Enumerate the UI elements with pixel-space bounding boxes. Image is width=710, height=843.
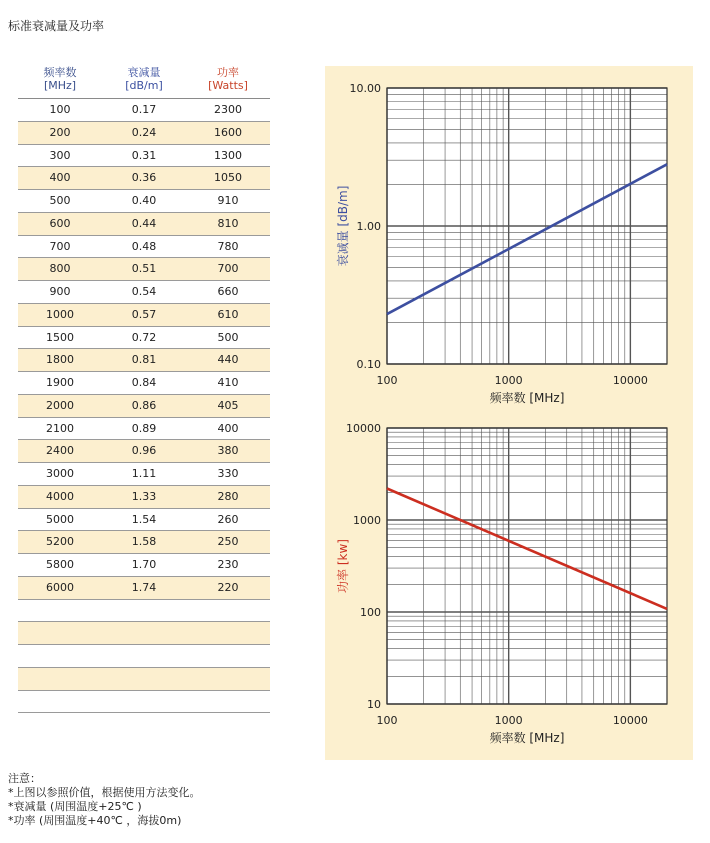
frequency-cell: 1000 xyxy=(46,307,74,321)
frequency-cell: 3000 xyxy=(46,467,74,480)
x-tick-label: 1000 xyxy=(494,374,523,387)
y-tick-label: 10.00 xyxy=(349,82,381,95)
table-row xyxy=(18,304,270,327)
table-row xyxy=(18,463,270,486)
power-cell: 610 xyxy=(217,307,239,321)
frequency-cell: 600 xyxy=(49,216,71,230)
x-axis-label: 频率数 [MHz] xyxy=(489,391,565,405)
table-row xyxy=(18,349,270,372)
y-tick-label: 10 xyxy=(367,698,381,711)
frequency-cell: 400 xyxy=(49,171,71,185)
power-cell: 250 xyxy=(217,535,239,549)
table-body xyxy=(18,99,270,713)
table-row xyxy=(18,554,270,577)
power-cell xyxy=(186,622,270,644)
spec-table xyxy=(18,66,270,713)
notes-line: *上图以参照价值，根据使用方法变化。 xyxy=(8,786,201,799)
attenuation-cell xyxy=(102,645,186,667)
table-header xyxy=(18,66,270,99)
attenuation-cell: 1.54 xyxy=(131,512,157,526)
table-row xyxy=(18,190,270,213)
attenuation-cell: 0.31 xyxy=(131,148,157,162)
frequency-cell xyxy=(18,691,102,713)
attenuation-cell: 1.33 xyxy=(131,489,157,503)
frequency-cell: 2100 xyxy=(46,421,74,435)
power-cell: 2300 xyxy=(214,103,242,116)
power-cell: 280 xyxy=(217,489,239,503)
power-cell xyxy=(186,691,270,713)
notes-line: *衰减量 (周围温度+25℃ ) xyxy=(8,800,142,813)
y-tick-label: 0.10 xyxy=(356,358,381,371)
table-row xyxy=(18,440,270,463)
power-cell: 440 xyxy=(217,353,239,367)
y-axis-label: 衰减量 [dB/m] xyxy=(336,185,350,267)
frequency-cell xyxy=(18,622,102,644)
header-attenuation-unit: [dB/m] xyxy=(125,79,163,92)
notes xyxy=(8,772,201,828)
attenuation-cell: 0.72 xyxy=(131,330,157,344)
table-row xyxy=(18,327,270,350)
notes-line: 注意： xyxy=(8,772,41,785)
header-frequency-unit: [MHz] xyxy=(43,79,77,92)
frequency-cell: 500 xyxy=(49,194,71,207)
power-cell xyxy=(186,600,270,622)
power-cell: 260 xyxy=(217,512,239,526)
y-tick-label: 100 xyxy=(360,606,381,619)
header-power-name: 功率 xyxy=(217,66,239,79)
frequency-cell xyxy=(18,645,102,667)
table-row xyxy=(18,418,270,441)
frequency-cell: 1900 xyxy=(46,376,74,389)
attenuation-cell: 0.44 xyxy=(131,216,157,230)
chart-panel xyxy=(325,66,693,760)
frequency-cell: 4000 xyxy=(46,489,74,503)
x-tick-label: 10000 xyxy=(612,374,648,387)
power-cell: 660 xyxy=(217,285,239,298)
power-cell: 500 xyxy=(217,330,239,344)
attenuation-cell: 0.86 xyxy=(131,398,157,412)
frequency-cell: 2000 xyxy=(46,398,74,412)
table-row xyxy=(18,122,270,145)
x-axis-label: 频率数 [MHz] xyxy=(489,731,565,745)
attenuation-cell xyxy=(102,668,186,690)
header-attenuation xyxy=(102,66,186,98)
power-cell: 910 xyxy=(217,194,239,207)
table-row xyxy=(18,509,270,532)
frequency-cell: 5200 xyxy=(46,535,74,549)
power-cell: 405 xyxy=(217,398,239,412)
frequency-cell: 900 xyxy=(49,285,71,298)
attenuation-cell xyxy=(102,622,186,644)
attenuation-cell: 0.81 xyxy=(131,353,157,367)
power-cell: 700 xyxy=(217,262,239,276)
table-row xyxy=(18,99,270,122)
attenuation-cell xyxy=(102,691,186,713)
frequency-cell: 700 xyxy=(49,239,71,253)
frequency-cell: 1500 xyxy=(46,330,74,344)
power-cell xyxy=(186,668,270,690)
header-power-unit: [Watts] xyxy=(208,79,248,92)
y-tick-label: 10000 xyxy=(346,422,381,435)
frequency-cell: 100 xyxy=(49,103,71,116)
table-row xyxy=(18,622,270,645)
attenuation-cell: 1.58 xyxy=(131,535,157,549)
attenuation-cell: 0.57 xyxy=(131,307,157,321)
attenuation-cell: 0.36 xyxy=(131,171,157,185)
power-cell: 410 xyxy=(217,376,239,389)
attenuation-cell: 0.54 xyxy=(131,285,157,298)
attenuation-cell: 1.70 xyxy=(131,558,157,571)
table-row xyxy=(18,145,270,168)
table-row xyxy=(18,236,270,259)
attenuation-cell: 0.24 xyxy=(131,125,157,139)
power-cell: 380 xyxy=(217,444,239,458)
x-tick-label: 100 xyxy=(376,714,398,727)
attenuation-cell: 0.51 xyxy=(131,262,157,276)
frequency-cell: 2400 xyxy=(46,444,74,458)
table-row xyxy=(18,213,270,236)
frequency-cell: 300 xyxy=(49,148,71,162)
page-title: 标准衰减量及功率 xyxy=(8,19,105,33)
power-cell: 330 xyxy=(217,467,239,480)
frequency-cell: 1800 xyxy=(46,353,74,367)
table-row xyxy=(18,645,270,668)
table-row xyxy=(18,486,270,509)
table-row xyxy=(18,258,270,281)
frequency-cell: 800 xyxy=(49,262,71,276)
header-frequency xyxy=(18,66,102,98)
attenuation-cell: 0.96 xyxy=(131,444,157,458)
table-row xyxy=(18,167,270,190)
frequency-cell: 5000 xyxy=(46,512,74,526)
y-tick-label: 1000 xyxy=(353,514,381,527)
table-row xyxy=(18,531,270,554)
x-tick-label: 1000 xyxy=(494,714,523,727)
table-row xyxy=(18,395,270,418)
attenuation-cell: 0.17 xyxy=(131,103,157,116)
power-cell: 1300 xyxy=(214,148,242,162)
power-cell: 400 xyxy=(217,421,239,435)
y-axis-label: 功率 [kw] xyxy=(336,539,350,593)
table-row xyxy=(18,691,270,714)
power-cell: 220 xyxy=(217,580,239,594)
frequency-cell xyxy=(18,600,102,622)
attenuation-cell: 1.74 xyxy=(131,580,157,594)
power-cell: 810 xyxy=(217,216,239,230)
frequency-cell: 5800 xyxy=(46,558,74,571)
notes-line: *功率 (周围温度+40℃ ，海拔0m) xyxy=(8,814,182,827)
table-row xyxy=(18,281,270,304)
power-cell: 1600 xyxy=(214,125,242,139)
frequency-cell: 200 xyxy=(49,125,71,139)
attenuation-cell: 1.11 xyxy=(131,467,157,480)
power-cell: 230 xyxy=(217,558,239,571)
table-row xyxy=(18,372,270,395)
x-tick-label: 10000 xyxy=(612,714,648,727)
frequency-cell: 6000 xyxy=(46,580,74,594)
attenuation-cell: 0.84 xyxy=(131,376,157,389)
attenuation-cell: 0.48 xyxy=(131,239,157,253)
table-row xyxy=(18,600,270,623)
y-tick-label: 1.00 xyxy=(356,220,381,233)
header-frequency-name: 频率数 xyxy=(43,66,77,79)
header-attenuation-name: 衰减量 xyxy=(127,66,161,79)
frequency-cell xyxy=(18,668,102,690)
table-row xyxy=(18,577,270,600)
power-cell: 780 xyxy=(217,239,239,253)
attenuation-cell xyxy=(102,600,186,622)
power-cell xyxy=(186,645,270,667)
attenuation-cell: 0.40 xyxy=(131,194,157,207)
charts-svg xyxy=(325,66,693,760)
table-row xyxy=(18,668,270,691)
power-cell: 1050 xyxy=(214,171,242,185)
attenuation-cell: 0.89 xyxy=(131,421,157,435)
header-power xyxy=(186,66,270,98)
x-tick-label: 100 xyxy=(376,374,398,387)
